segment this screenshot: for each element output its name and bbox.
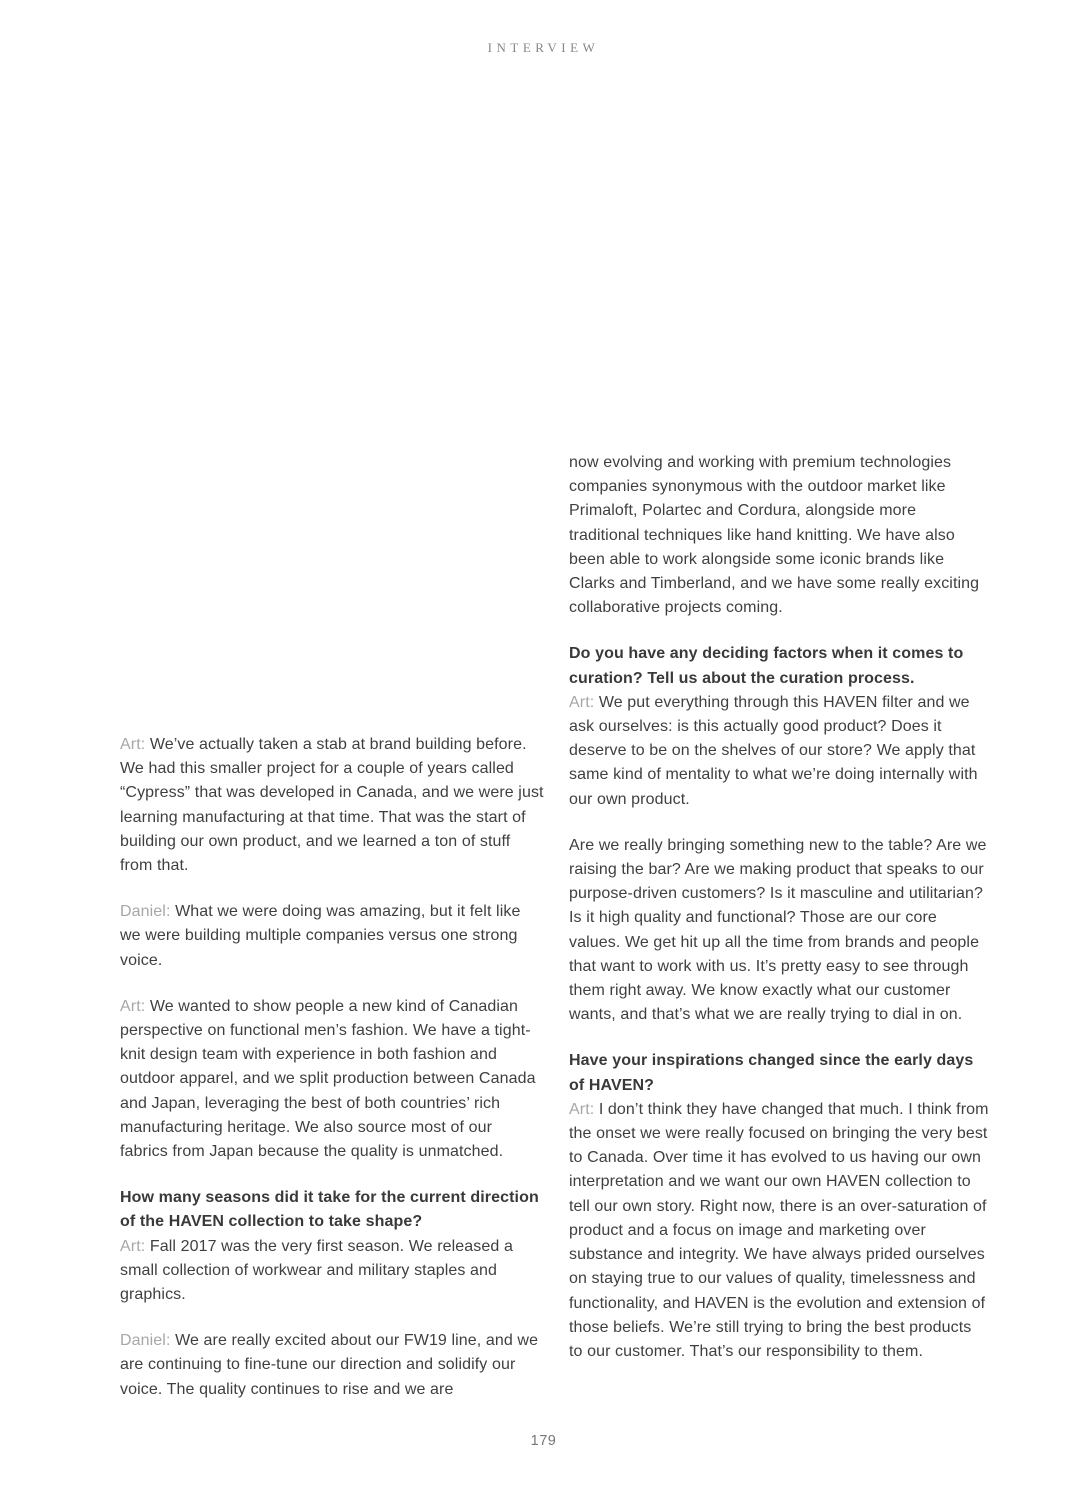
speaker-label: Art: bbox=[120, 1237, 150, 1255]
answer-text: We are really excited about our FW19 line, and we are continuing to fine-tune our direction and solidify our voice. The quality continues to rise and we are bbox=[120, 1332, 539, 1398]
running-head: INTERVIEW bbox=[487, 40, 600, 55]
paragraph bbox=[569, 834, 989, 1028]
speaker-label: Art: bbox=[569, 1100, 599, 1118]
paragraph bbox=[569, 451, 989, 620]
answer-text: What we were doing was amazing, but it felt like we were building multiple companies versus one strong voice. bbox=[120, 903, 521, 969]
question-text: How many seasons did it take for the current direction of the HAVEN collection to take shape? bbox=[120, 1189, 539, 1231]
speaker-label: Art: bbox=[120, 997, 150, 1015]
right-text-column bbox=[569, 451, 989, 1364]
paragraph bbox=[120, 995, 544, 1164]
paragraph bbox=[120, 1329, 544, 1402]
question-answer-block bbox=[569, 642, 989, 811]
question-text: Have your inspirations changed since the early days of HAVEN? bbox=[569, 1052, 974, 1094]
paragraph-text: now evolving and working with premium technologies companies synonymous with the outdoor market like Primaloft, Polartec and Cordura, alongside more traditional techniques like hand knitting. We have also been able to work alongside some iconic brands like Clarks and Timberland, and we have some really exciting collaborative projects coming. bbox=[569, 454, 980, 617]
question-answer-block bbox=[569, 1049, 989, 1364]
answer-text: We’ve actually taken a stab at brand building before. We had this smaller project for a couple of years called “Cypress” that was developed in Canada, and we were just learning manufacturing at that time. That was the start of building our own product, and we learned a ton of stuff from that. bbox=[120, 736, 544, 875]
answer-text: We wanted to show people a new kind of Canadian perspective on functional men’s fashion. We have a tight-knit design team with experience in both fashion and outdoor apparel, and we split production between Canada and Japan, leveraging the best of both countries’ rich manufacturing heritage. We also source most of our fabrics from Japan because the quality is unmatched. bbox=[120, 997, 536, 1161]
speaker-label: Daniel: bbox=[120, 1332, 176, 1350]
page-number: 179 bbox=[530, 1433, 557, 1449]
speaker-label: Daniel: bbox=[120, 903, 176, 921]
speaker-label: Art: bbox=[569, 693, 599, 711]
paragraph-text: Are we really bringing something new to the table? Are we raising the bar? Are we making product that speaks to our purpose-driven customers? Is it masculine and utilitarian? Is it high quality and functional? Those are our core values. We get hit up all the time from brands and people that want to work with us. It’s pretty easy to see through them right away. We know exactly what our customer wants, and that’s what we are really trying to dial in on. bbox=[569, 836, 987, 1024]
speaker-label: Art: bbox=[120, 736, 150, 753]
question-text: Do you have any deciding factors when it comes to curation? Tell us about the curation process. bbox=[569, 645, 964, 687]
question-answer-block bbox=[120, 1186, 544, 1307]
left-text-column bbox=[120, 733, 544, 1402]
paragraph bbox=[120, 900, 544, 973]
answer-text: I don’t think they have changed that much. I think from the onset we were really focused on bringing the very best to Canada. Over time it has evolved to us having our own interpretation and we want our own HAVEN collection to tell our own story. Right now, there is an over-saturation of product and a focus on image and marketing over substance and integrity. We have always prided ourselves on staying true to our values of quality, timelessness and functionality, and HAVEN is the evolution and extension of those beliefs. We’re still trying to bring the best products to our customer. That’s our responsibility to them. bbox=[569, 1100, 989, 1360]
answer-text: Fall 2017 was the very first season. We released a small collection of workwear and military staples and graphics. bbox=[120, 1237, 513, 1304]
answer-text: We put everything through this HAVEN filter and we ask ourselves: is this actually good product? Does it deserve to be on the shelves of our store? We apply that same kind of mentality to what we’re doing internally with our own product. bbox=[569, 693, 978, 808]
paragraph bbox=[120, 733, 544, 878]
